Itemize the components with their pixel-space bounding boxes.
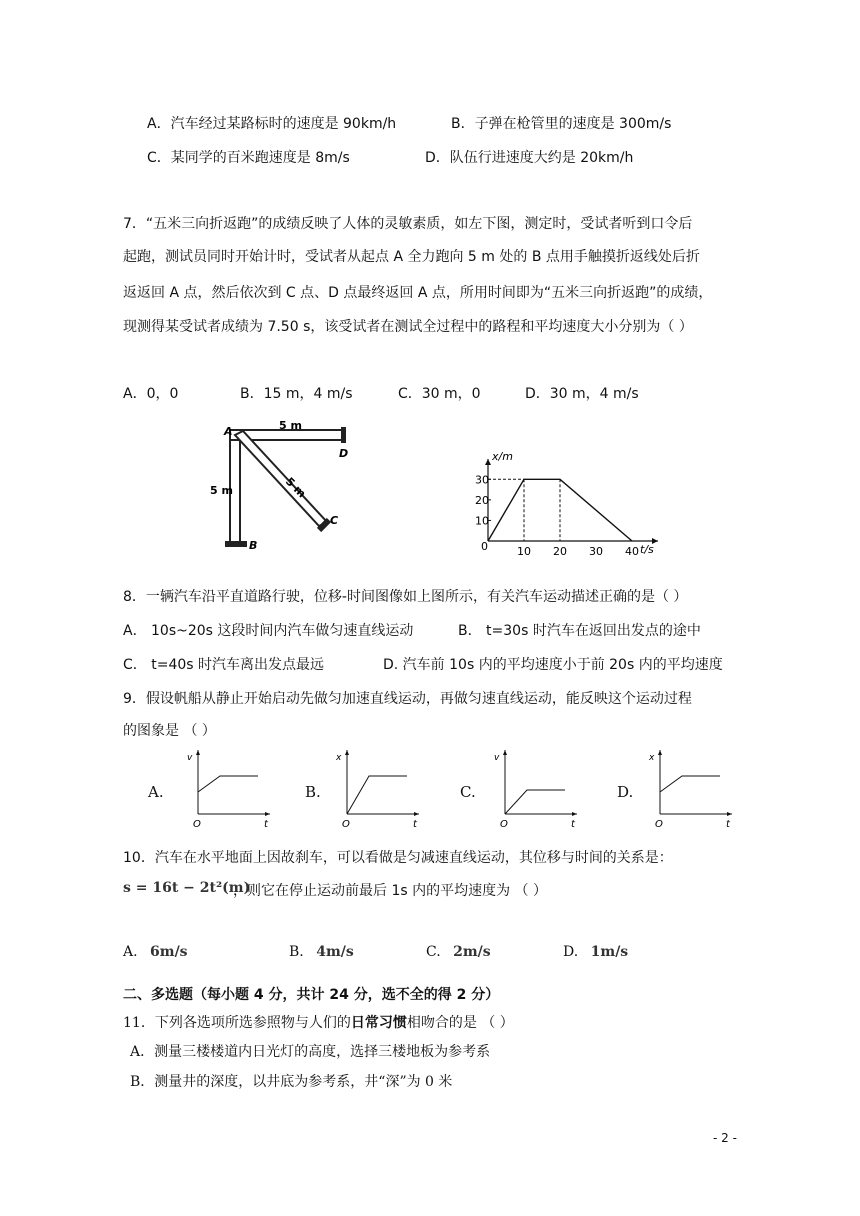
- q10-option-b: [289, 944, 354, 960]
- q9-graph-d: [640, 746, 740, 832]
- t-axis-arrow: [727, 812, 732, 816]
- q7-option-b: B．15 m，4 m/s: [240, 386, 353, 402]
- q10-option-c-value: 2m/s: [453, 944, 491, 960]
- q11-option-a: A．测量三楼楼道内日光灯的高度，选择三楼地板为参考系: [130, 1044, 491, 1060]
- q10-option-d: [563, 944, 628, 960]
- q11-stem: [123, 1012, 514, 1032]
- q9-graph-b: [327, 746, 427, 832]
- page-number: - 2 -: [713, 1131, 737, 1145]
- y-tick-label: 30: [475, 473, 489, 487]
- q10-formula: s = 16t − 2t²(m): [123, 880, 251, 896]
- x-tick-label: 20: [553, 545, 567, 558]
- section-2-heading: 二、多选题（每小题 4 分，共计 24 分，选不全的得 2 分）: [123, 987, 500, 1003]
- q7-line-2: 起跑，测试员同时开始计时，受试者从起点 A 全力跑向 5 m 处的 B 点用手触摸折返线处后折: [123, 249, 700, 265]
- point-a-label: A: [224, 425, 233, 438]
- q7-option-d: D．30 m，4 m/s: [525, 386, 639, 402]
- motion-curve: [347, 776, 407, 814]
- q8-option-b: B． t=30s 时汽车在返回出发点的途中: [458, 623, 701, 639]
- vertical-axis-label: x: [336, 753, 342, 763]
- q11-stem-pre: 11．下列各选项所选参照物与人们的: [123, 1015, 351, 1031]
- t-axis-label: t: [413, 819, 417, 830]
- q9-graph-c: [485, 746, 585, 832]
- origin-label: O: [500, 819, 508, 830]
- y-tick-label: 20: [475, 493, 489, 507]
- vertical-axis-label: x: [649, 753, 655, 763]
- q7-option-c: C．30 m，0: [398, 386, 481, 402]
- vertical-axis-arrow: [503, 750, 507, 755]
- point-b-label: B: [249, 539, 258, 552]
- q10-option-b-value: 4m/s: [316, 944, 354, 960]
- origin-label: 0: [481, 540, 488, 553]
- x-tick-label: 40: [625, 545, 639, 558]
- t-axis-label: t: [264, 819, 268, 830]
- x-axis-label: t/s: [640, 543, 654, 556]
- q9-line-2: 的图象是 （ ）: [123, 723, 216, 739]
- point-d-label: D: [339, 447, 349, 460]
- motion-curve: [505, 790, 565, 814]
- t-axis-arrow: [265, 812, 270, 816]
- point-c-label: C: [330, 514, 339, 527]
- y-axis-arrow: [485, 459, 491, 465]
- q7-line-4: 现测得某受试者成绩为 7.50 s，该受试者在测试全过程中的路程和平均速度大小分别为（ ）: [123, 319, 693, 335]
- q8-option-a: A． 10s~20s 这段时间内汽车做匀速直线运动: [123, 623, 414, 639]
- q9-option-c-letter: C.: [460, 783, 476, 801]
- q6-option-d: D．队伍行进速度大约是 20km/h: [425, 150, 634, 166]
- q10-option-c-letter: C.: [426, 944, 441, 960]
- q11-stem-post: 相吻合的是 （ ）: [406, 1015, 514, 1031]
- top-length-label: 5 m: [279, 419, 302, 432]
- q10-option-a-letter: A.: [123, 944, 138, 960]
- q11-stem-bold: 日常习惯: [350, 1015, 407, 1031]
- x-tick-label: 30: [589, 545, 603, 558]
- origin-label: O: [342, 819, 350, 830]
- y-axis-label: x/m: [492, 450, 513, 463]
- t-axis-label: t: [571, 819, 575, 830]
- xt-chart: [475, 447, 665, 559]
- t-axis-label: t: [726, 819, 730, 830]
- q10-option-d-value: 1m/s: [590, 944, 629, 960]
- origin-label: O: [193, 819, 201, 830]
- motion-curve: [660, 776, 720, 792]
- q10-option-a: [123, 944, 188, 960]
- q10-option-d-letter: D.: [563, 944, 579, 960]
- q9-graph-a: [178, 746, 278, 832]
- q7-line-1: 7．“五米三向折返跑”的成绩反映了人体的灵敏素质，如左下图，测定时，受试者听到口令后: [123, 216, 693, 232]
- y-tick-label: 10: [475, 514, 489, 528]
- origin-label: O: [655, 819, 663, 830]
- q6-option-a: A．汽车经过某路标时的速度是 90km/h: [147, 116, 397, 132]
- vertical-axis-label: v: [494, 753, 500, 763]
- q7-option-a: A．0，0: [123, 386, 179, 402]
- q9-option-a-letter: A.: [148, 783, 164, 801]
- t-axis-arrow: [572, 812, 577, 816]
- shuttle-run-diagram: [205, 418, 355, 556]
- q9-option-b-letter: B.: [305, 783, 321, 801]
- x-tick-label: 10: [517, 545, 531, 558]
- vertical-axis-arrow: [658, 750, 662, 755]
- q10-line-2: ，则它在停止运动前最后 1s 内的平均速度为 （ ）: [233, 883, 548, 899]
- vertical-axis-label: v: [187, 753, 193, 763]
- diagonal-length-label: 5 m: [282, 474, 309, 501]
- q7-line-3: 返返回 A 点，然后依次到 C 点、D 点最终返回 A 点，所用时间即为“五米三向折返跑”的成绩，: [123, 285, 713, 301]
- q10-line-1: 10．汽车在水平地面上因故刹车，可以看做是匀减速直线运动，其位移与时间的关系是：: [123, 850, 673, 866]
- q9-line-1: 9．假设帆船从静止开始启动先做匀加速直线运动，再做匀速直线运动，能反映这个运动过程: [123, 691, 692, 707]
- t-axis-arrow: [414, 812, 419, 816]
- q8-stem: 8．一辆汽车沿平直道路行驶，位移-时间图像如上图所示，有关汽车运动描述正确的是（ ）: [123, 589, 688, 605]
- q10-option-c: [426, 944, 491, 960]
- vertical-axis-arrow: [345, 750, 349, 755]
- q6-option-b: B．子弹在枪管里的速度是 300m/s: [451, 116, 672, 132]
- q10-option-a-value: 6m/s: [150, 944, 188, 960]
- q6-option-c: C．某同学的百米跑速度是 8m/s: [147, 150, 350, 166]
- q10-option-b-letter: B.: [289, 944, 304, 960]
- left-length-label: 5 m: [210, 484, 233, 497]
- vertical-axis-arrow: [196, 750, 200, 755]
- q8-option-d: D. 汽车前 10s 内的平均速度小于前 20s 内的平均速度: [383, 657, 723, 673]
- q8-option-c: C． t=40s 时汽车离出发点最远: [123, 657, 325, 673]
- q11-option-b: B．测量井的深度，以井底为参考系，井“深”为 0 米: [130, 1074, 453, 1090]
- q9-option-d-letter: D.: [617, 783, 634, 801]
- motion-curve: [198, 776, 258, 792]
